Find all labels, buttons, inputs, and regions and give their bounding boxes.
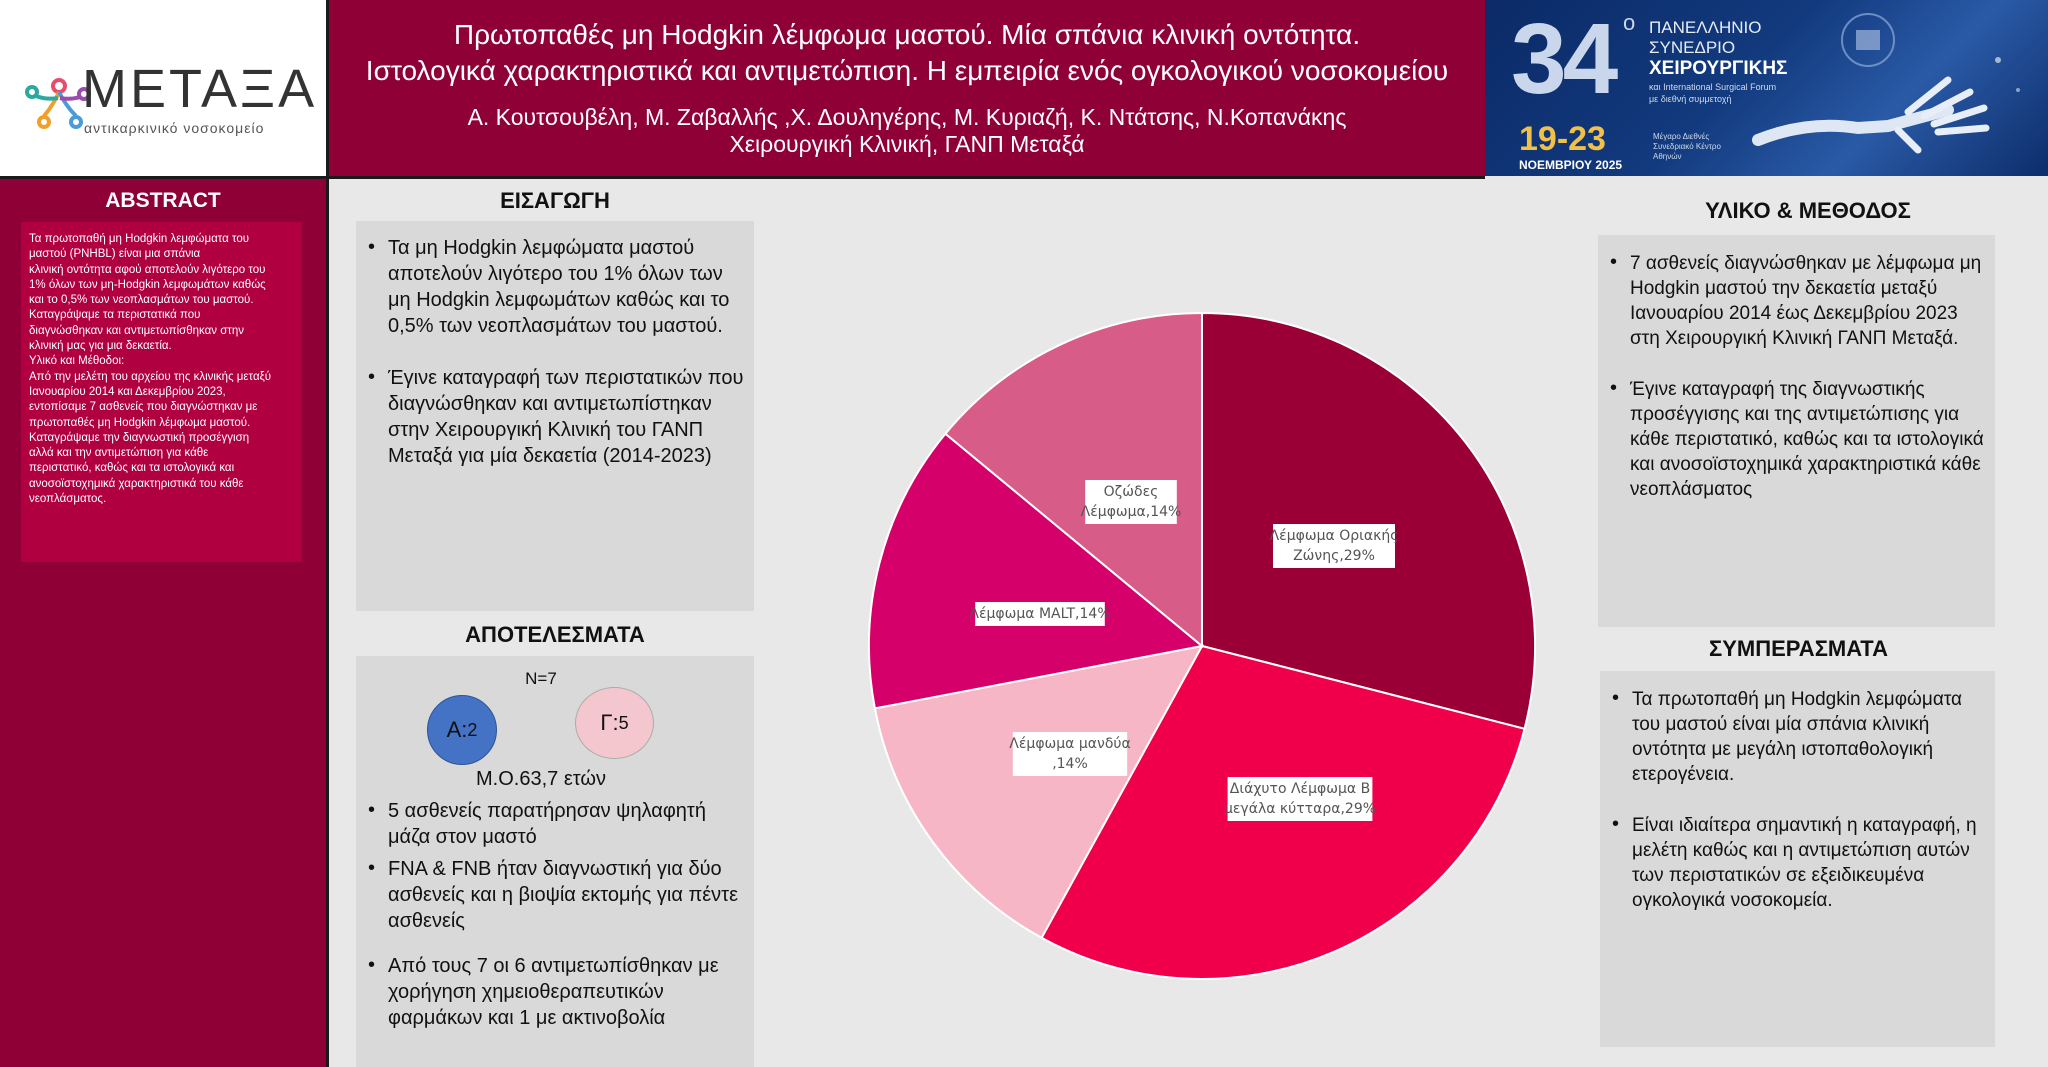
methods-list bbox=[1608, 251, 1991, 502]
conference-line3: ΧΕΙΡΟΥΡΓΙΚΗΣ bbox=[1649, 58, 1788, 79]
conference-line1: ΠΑΝΕΛΛΗΝΙΟ bbox=[1649, 18, 1762, 37]
svg-text:Λέμφωμα MALT,14%: Λέμφωμα MALT,14% bbox=[969, 606, 1111, 622]
results-item: • 5 ασθενείς παρατήρησαν ψηλαφητή μάζα στον μαστό bbox=[366, 798, 748, 850]
abstract-box bbox=[21, 222, 302, 562]
pie-slice-label bbox=[969, 602, 1110, 626]
conference-venue2: Συνεδριακό Κέντρο bbox=[1653, 142, 1721, 151]
abstract-text: Τα πρωτοπαθή μη Hodgkin λεμφώματα του μαστού (PNHBL) είναι μια σπάνια κλινική οντότητα αφού αποτελούν λιγότερο του 1% όλων των μη-Hodgkin λεμφωμάτων καθώς και το 0,5% των νεοπλασμάτων του μαστού. Καταγράψαμε τα περιστατικά που διαγνώσθηκαν και αντιμετωπίσθηκαν στην κλινική μας για μια δεκαετία. Υλικό και Μέθοδοι: Από την μελέτη του αρχείου της κλινικής μεταξύ Ιανουαρίου 2014 και Δεκεμβρίου 2023, εντοπίσαμε 7 ασθενείς που διαγνώστηκαν με πρωτοπαθές μη Hodgkin λέμφωμα μαστού. Καταγράψαμε την διαγνωστική προσέγγιση αλλά και την αντιμετώπιση για κάθε περιστατικό, καθώς και τα ιστολογικά και ανοσοϊστοχημικά χαρακτηριστικά του κάθε νεοπλάσματος. bbox=[29, 233, 272, 506]
sample-size: N=7 bbox=[525, 669, 557, 688]
methods-panel bbox=[1598, 235, 1995, 627]
svg-text:Διάχυτο Λέμφωμα Β: Διάχυτο Λέμφωμα Β bbox=[1229, 781, 1371, 797]
robot-hand-icon bbox=[1748, 0, 2048, 176]
lymphoma-type-pie-chart bbox=[852, 296, 1552, 996]
results-list bbox=[366, 798, 748, 1031]
logo-subtitle: αντικαρκινικό νοσοκομείο bbox=[84, 120, 265, 136]
methods-item: • Έγινε καταγραφή της διαγνωστικής προσέγγισης και της αντιμετώπισης για κάθε περιστατικό, καθώς και τα ιστολογικά και ανοσοϊστοχημικά χαρακτηριστικά κάθε νεοπλάσματος bbox=[1608, 377, 1991, 502]
male-count-circle bbox=[427, 695, 497, 765]
svg-text:,14%: ,14% bbox=[1052, 756, 1088, 772]
poster-authors: Α. Κουτσουβέλη, Μ. Ζαβαλλής ,Χ. Δουληγέρης, Μ. Κυριαζή, Κ. Ντάτσης, Ν.Κοπανάκης bbox=[467, 104, 1347, 130]
poster-title-line1: Πρωτοπαθές μη Hodgkin λέμφωμα μαστού. Μία σπάνια κλινική οντότητα. bbox=[453, 19, 1361, 50]
sidebar-divider bbox=[326, 0, 329, 1067]
pie-slice-label bbox=[1224, 777, 1376, 821]
mean-age: Μ.Ο.63,7 ετών bbox=[476, 768, 606, 790]
pie-slice-label bbox=[1270, 524, 1399, 568]
conference-month: ΝΟΕΜΒΡΙΟΥ 2025 bbox=[1519, 158, 1623, 172]
poster-header bbox=[329, 0, 1485, 176]
female-count-circle bbox=[575, 687, 654, 759]
poster-title-line2: Ιστολογικά χαρακτηριστικά και αντιμετώπιση. Η εμπειρία ενός ογκολογικού νοσοκομείου bbox=[365, 55, 1449, 86]
methods-title: ΥΛΙΚΟ & ΜΕΘΟΔΟΣ bbox=[1705, 198, 1911, 223]
conclusions-item: • Τα πρωτοπαθή μη Hodgkin λεμφώματα του μαστού είναι μία σπάνια κλινική οντότητα με μεγάλη ιστοπαθολογική ετερογένεια. bbox=[1610, 687, 1993, 787]
poster-department: Χειρουργική Κλινική, ΓΑΝΠ Μεταξά bbox=[729, 131, 1085, 157]
conference-banner bbox=[1485, 0, 2048, 176]
svg-text:Ζώνης,29%: Ζώνης,29% bbox=[1293, 548, 1375, 564]
conclusions-title: ΣΥΜΠΕΡΑΣΜΑΤΑ bbox=[1709, 636, 1888, 661]
female-label: Γ: bbox=[600, 710, 619, 735]
male-label: Α: bbox=[446, 717, 468, 742]
abstract-title: ABSTRACT bbox=[105, 189, 221, 212]
conclusions-list bbox=[1610, 687, 1993, 913]
conference-line5: με διεθνή συμμετοχή bbox=[1649, 94, 1732, 104]
results-item: • Από τους 7 οι 6 αντιμετωπίσθηκαν με χορήγηση χημειοθεραπευτικών φαρμάκων και 1 με ακτινοβολία bbox=[366, 953, 748, 1031]
svg-text:Οζώδες: Οζώδες bbox=[1103, 484, 1159, 500]
logo-panel bbox=[0, 0, 326, 176]
methods-item: • 7 ασθενείς διαγνώσθηκαν με λέμφωμα μη Hodgkin μαστού την δεκαετία μεταξύ Ιανουαρίου 2014 έως Δεκεμβρίου 2023 στη Χειρουργική Κλινική ΓΑΝΠ Μεταξά. bbox=[1608, 251, 1991, 351]
svg-text:Λέμφωμα,14%: Λέμφωμα,14% bbox=[1080, 504, 1182, 520]
intro-title: ΕΙΣΑΓΩΓΗ bbox=[500, 188, 610, 213]
pie-slice-label bbox=[1081, 480, 1182, 524]
svg-text:Λέμφωμα μανδύα: Λέμφωμα μανδύα bbox=[1009, 736, 1131, 752]
conference-venue1: Μέγαρο Διεθνές bbox=[1653, 132, 1710, 141]
results-item: • FNA & FNB ήταν διαγνωστική για δύο ασθενείς και η βιοψία εκτομής για πέντε ασθενείς bbox=[366, 856, 748, 934]
conclusions-panel bbox=[1600, 671, 1995, 1047]
intro-list bbox=[366, 235, 746, 469]
conference-ordinal: ο bbox=[1623, 10, 1636, 35]
conclusions-item: • Είναι ιδιαίτερα σημαντική η καταγραφή, η μελέτη καθώς και η αντιμετώπιση αυτών των περιστατικών σε εξειδικευμένα ογκολογικά νοσοκομεία. bbox=[1610, 813, 1993, 913]
conference-line2: ΣΥΝΕΔΡΙΟ bbox=[1649, 38, 1736, 57]
results-panel bbox=[356, 656, 754, 1067]
pie-slice-label bbox=[1009, 732, 1130, 776]
conference-line4: και International Surgical Forum bbox=[1649, 82, 1777, 92]
intro-item: • Τα μη Hodgkin λεμφώματα μαστού αποτελούν λιγότερο του 1% όλων των μη Hodgkin λεμφωμάτων καθώς και το 0,5% των νεοπλασμάτων του μαστού. bbox=[366, 235, 746, 339]
svg-text:μεγάλα κύτταρα,29%: μεγάλα κύτταρα,29% bbox=[1223, 801, 1377, 817]
male-count: 2 bbox=[467, 719, 478, 740]
logo-name: ΜΕΤΑΞΑ bbox=[82, 59, 318, 119]
conference-dates: 19-23 bbox=[1519, 120, 1606, 158]
svg-text:Λέμφωμα Οριακής: Λέμφωμα Οριακής bbox=[1269, 528, 1399, 544]
female-count: 5 bbox=[618, 712, 629, 733]
conference-number: 34 bbox=[1511, 3, 1615, 115]
intro-panel bbox=[356, 221, 754, 611]
intro-item: • Έγινε καταγραφή των περιστατικών που διαγνώσθηκαν και αντιμετωπίστηκαν στην Χειρουργική Κλινική του ΓΑΝΠ Μεταξά για μία δεκαετία (2014-2023) bbox=[366, 365, 746, 469]
conference-venue3: Αθηνών bbox=[1653, 152, 1682, 161]
results-title: ΑΠΟΤΕΛΕΣΜΑΤΑ bbox=[465, 622, 645, 647]
